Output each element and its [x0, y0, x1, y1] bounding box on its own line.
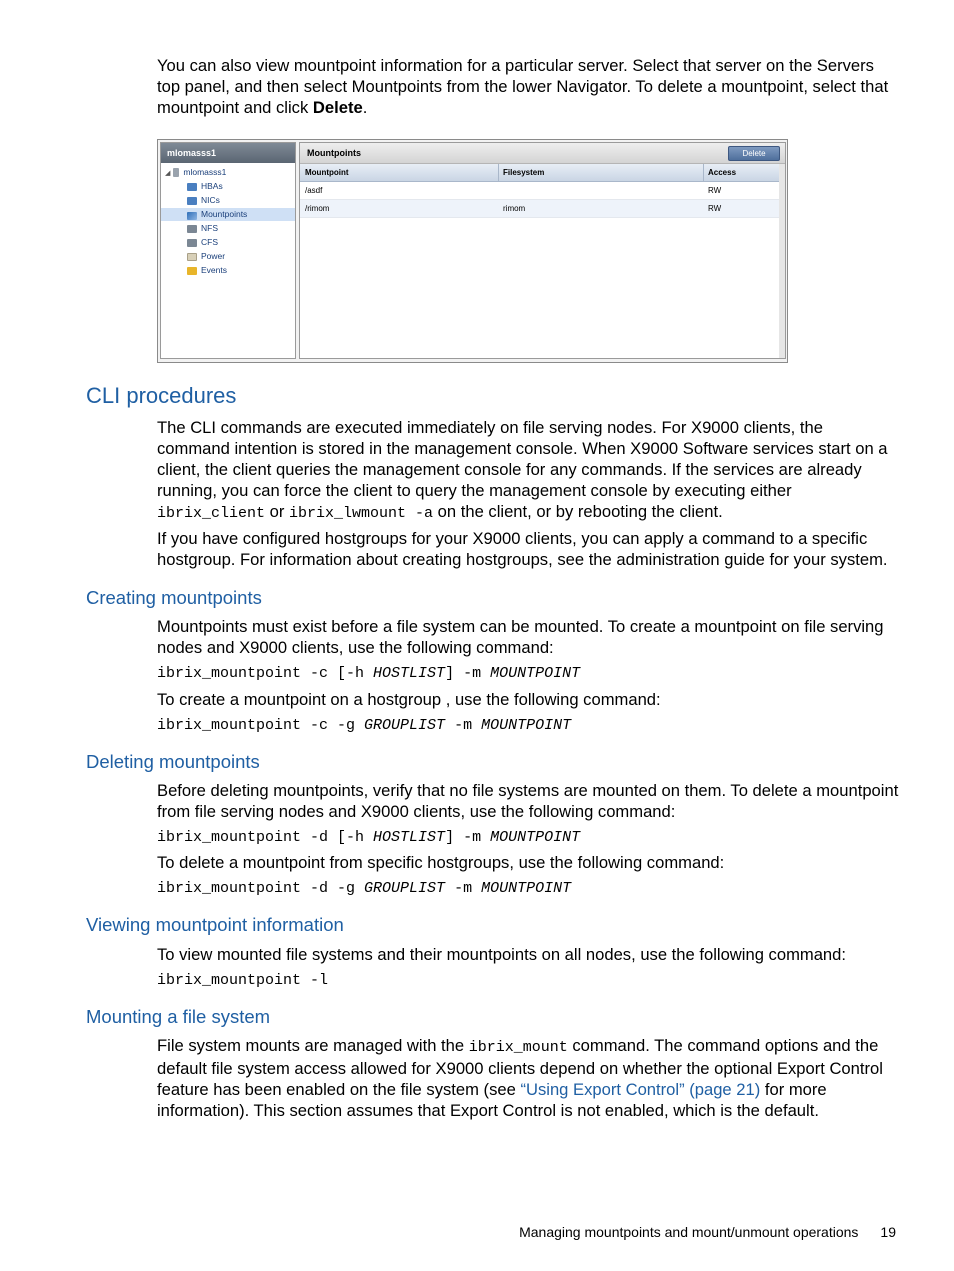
code-ibrix-mount: ibrix_mount — [468, 1039, 568, 1056]
intro-text-end: . — [362, 98, 368, 117]
grid-header — [300, 164, 785, 182]
tree-item-events[interactable]: Events — [187, 264, 227, 277]
mountpoint-icon — [187, 211, 197, 219]
lower-navigator — [160, 142, 296, 359]
tree-item-power[interactable]: Power — [187, 250, 225, 263]
delete-command-grouplist: ibrix_mountpoint -d -g GROUPLIST -m MOUNTPOINT — [157, 880, 572, 897]
column-header-mountpoint[interactable]: Mountpoint — [305, 168, 349, 177]
table-row[interactable] — [300, 182, 785, 200]
view-command: ibrix_mountpoint -l — [157, 972, 329, 989]
nic-icon — [187, 197, 197, 205]
code-ibrix-lwmount: ibrix_lwmount -a — [289, 505, 434, 522]
intro-bold-delete: Delete — [312, 98, 363, 117]
column-header-access[interactable]: Access — [708, 168, 737, 177]
server-icon — [173, 168, 179, 177]
page-number: 19 — [880, 1224, 896, 1240]
cli-paragraph-2: If you have configured hostgroups for your X9000 clients, you can apply a command to a specific hostgroup. For information about creating hostgroups, see the administration guide for your system. — [157, 529, 888, 569]
heading-cli-procedures: CLI procedures — [86, 383, 237, 408]
panel-header — [300, 143, 785, 164]
power-icon — [187, 253, 197, 261]
creating-paragraph-1: Mountpoints must exist before a file system can be mounted. To create a mountpoint on file serving nodes and X9000 clients, use the following command: — [157, 617, 884, 657]
nfs-icon — [187, 225, 197, 233]
tree-item-cfs[interactable]: CFS — [187, 236, 218, 249]
panel-title: Mountpoints — [307, 148, 361, 158]
mounting-paragraph: File system mounts are managed with the ibrix_mount command. The command options and the default file system access allowed for X9000 clients depend on whether the optional Export Control feature has been enabled on the file system (see “Using Export Control” (page 21) for more information). This section assumes that Export Control is not enabled, which is the default. — [157, 1036, 883, 1120]
code-ibrix-client: ibrix_client — [157, 505, 266, 522]
link-using-export-control[interactable]: “Using Export Control” (page 21) — [520, 1080, 761, 1099]
panel-scrollbar[interactable] — [779, 164, 785, 358]
tree-root[interactable]: ◢ mlomasss1 — [165, 167, 227, 177]
tree-item-nics[interactable]: NICs — [187, 194, 220, 207]
cell-filesystem: rimom — [503, 204, 526, 213]
cli-paragraph-1: The CLI commands are executed immediately on file serving nodes. For X9000 clients, the command intention is stored in the management console. When X9000 Software services start on a client, the client queries the management console for any commands. If the services are already running, you can force the client to query the management console by executing either ibrix_client or ibrix_lwmount -a on the client, or by rebooting the client. — [157, 418, 888, 522]
creating-paragraph-2: To create a mountpoint on a hostgroup , use the following command: — [157, 690, 661, 709]
heading-deleting-mountpoints: Deleting mountpoints — [86, 751, 260, 772]
mountpoints-screenshot — [157, 139, 788, 363]
cell-access: RW — [708, 186, 722, 195]
navigator-title: mlomasss1 — [161, 143, 295, 163]
intro-text: You can also view mountpoint information for a particular server. Select that server on the Servers top panel, and then select Mountpoints from the lower Navigator. To delete a mountpoint, select that mountpoint and click — [157, 56, 889, 117]
deleting-paragraph-2: To delete a mountpoint from specific hostgroups, use the following command: — [157, 853, 725, 872]
tree-item-nfs[interactable]: NFS — [187, 222, 218, 235]
collapse-triangle-icon[interactable]: ◢ — [165, 170, 171, 177]
hba-icon — [187, 183, 197, 191]
heading-mounting-a-file-system: Mounting a file system — [86, 1006, 271, 1027]
viewing-paragraph: To view mounted file systems and their mountpoints on all nodes, use the following command: — [157, 945, 847, 964]
delete-command-hostlist: ibrix_mountpoint -d [-h HOSTLIST] -m MOUNTPOINT — [157, 829, 581, 846]
heading-viewing-mountpoint-information: Viewing mountpoint information — [86, 914, 344, 935]
intro-paragraph — [157, 55, 899, 118]
tree-item-mountpoints[interactable]: Mountpoints — [161, 208, 295, 221]
delete-button[interactable]: Delete — [728, 146, 780, 161]
create-command-grouplist: ibrix_mountpoint -c -g GROUPLIST -m MOUNTPOINT — [157, 717, 572, 734]
deleting-paragraph-1: Before deleting mountpoints, verify that no file systems are mounted on them. To delete a mountpoint from file serving nodes and X9000 clients, use the following command: — [157, 781, 899, 821]
create-command-hostlist: ibrix_mountpoint -c [-h HOSTLIST] -m MOUNTPOINT — [157, 665, 581, 682]
column-header-filesystem[interactable]: Filesystem — [503, 168, 545, 177]
mountpoints-panel — [299, 142, 786, 359]
page-footer — [519, 1223, 896, 1241]
events-icon — [187, 267, 197, 275]
cell-mountpoint: /asdf — [305, 186, 323, 195]
tree-item-hbas[interactable]: HBAs — [187, 180, 223, 193]
table-row[interactable] — [300, 200, 785, 218]
cfs-icon — [187, 239, 197, 247]
footer-title: Managing mountpoints and mount/unmount operations — [519, 1224, 859, 1240]
cell-mountpoint: /rimom — [305, 204, 330, 213]
heading-creating-mountpoints: Creating mountpoints — [86, 587, 262, 608]
cell-access: RW — [708, 204, 722, 213]
